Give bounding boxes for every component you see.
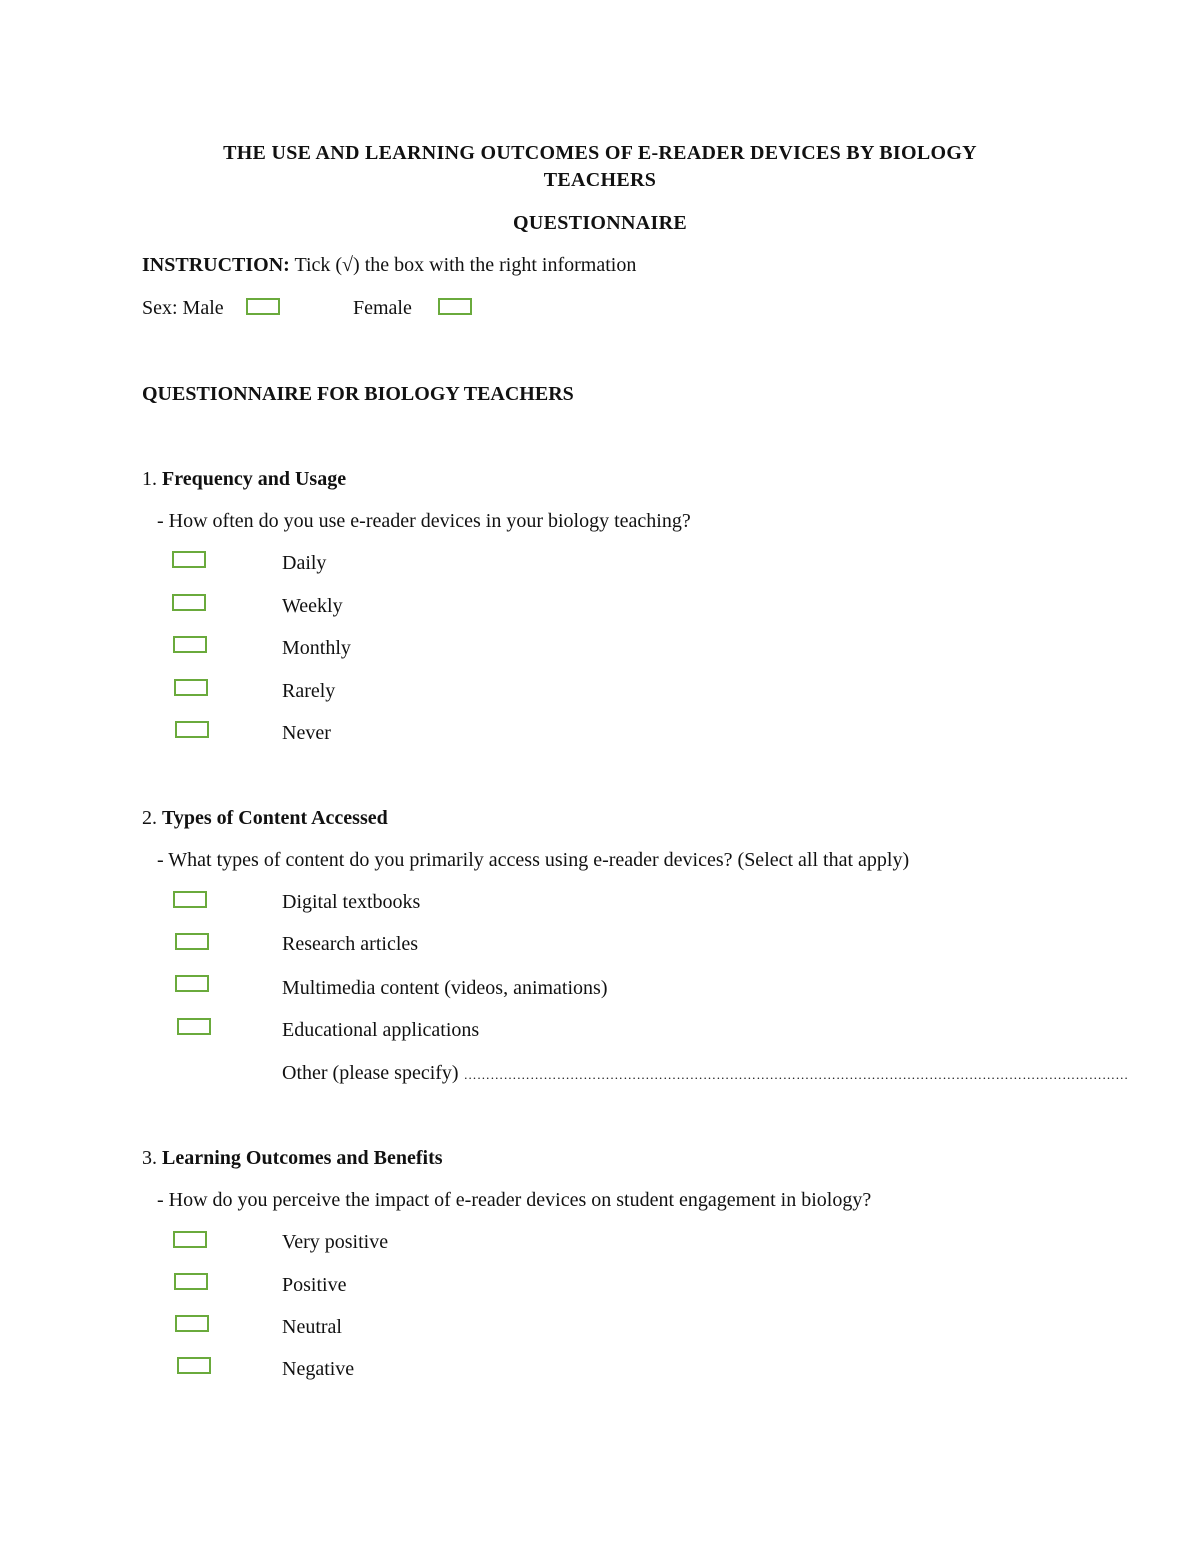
option-label-positive: Positive [282, 1274, 347, 1296]
question-1-prompt: - How often do you use e-reader devices in your biology teaching? [157, 510, 691, 532]
sex-female-label: Female [353, 297, 412, 319]
male-checkbox[interactable] [246, 298, 280, 315]
option-label-monthly: Monthly [282, 637, 351, 659]
question-2-prompt: - What types of content do you primarily access using e-reader devices? (Select all that apply) [157, 849, 910, 871]
question-number: 3. [142, 1147, 162, 1169]
option-label-never: Never [282, 722, 331, 744]
option-label-rarely: Rarely [282, 680, 336, 702]
option-label-research-articles: Research articles [282, 933, 419, 955]
option-checkbox-multimedia-content[interactable] [175, 975, 209, 992]
document-subtitle: QUESTIONNAIRE [513, 212, 687, 234]
option-label-neutral: Neutral [282, 1316, 342, 1338]
section-heading: QUESTIONNAIRE FOR BIOLOGY TEACHERS [142, 383, 574, 405]
question-2-heading [142, 807, 388, 830]
option-label-weekly: Weekly [282, 595, 343, 617]
other-specify-field[interactable]: …………………………………………………………………………………………………………………………………… [463, 1067, 1129, 1082]
document-title-line-2: TEACHERS [543, 169, 657, 191]
option-checkbox-rarely[interactable] [174, 679, 208, 696]
option-checkbox-research-articles[interactable] [175, 933, 209, 950]
option-label-educational-applications: Educational applications [282, 1019, 480, 1041]
option-label-digital-textbooks: Digital textbooks [282, 891, 421, 913]
option-checkbox-daily[interactable] [172, 551, 206, 568]
option-label-very-positive: Very positive [282, 1231, 389, 1253]
option-checkbox-digital-textbooks[interactable] [173, 891, 207, 908]
option-checkbox-educational-applications[interactable] [177, 1018, 211, 1035]
other-specify-label: Other (please specify) [282, 1062, 459, 1084]
document-title-line-1: THE USE AND LEARNING OUTCOMES OF E-READER DEVICES BY BIOLOGY [223, 142, 977, 164]
option-checkbox-negative[interactable] [177, 1357, 211, 1374]
option-checkbox-positive[interactable] [174, 1273, 208, 1290]
question-3-prompt: - How do you perceive the impact of e-reader devices on student engagement in biology? [157, 1189, 872, 1211]
instruction-label: INSTRUCTION: [142, 254, 290, 276]
question-number: 2. [142, 807, 162, 829]
question-number: 1. [142, 468, 162, 490]
question-title: Frequency and Usage [162, 468, 347, 490]
option-checkbox-monthly[interactable] [173, 636, 207, 653]
instruction-line [142, 254, 636, 277]
option-checkbox-weekly[interactable] [172, 594, 206, 611]
option-checkbox-very-positive[interactable] [173, 1231, 207, 1248]
option-checkbox-never[interactable] [175, 721, 209, 738]
question-title: Types of Content Accessed [162, 807, 388, 829]
sex-male-label: Sex: Male [142, 297, 224, 319]
option-label-multimedia-content: Multimedia content (videos, animations) [282, 977, 608, 999]
instruction-text: Tick (√) the box with the right information [289, 254, 637, 276]
female-checkbox[interactable] [438, 298, 472, 315]
question-title: Learning Outcomes and Benefits [162, 1147, 443, 1169]
option-checkbox-neutral[interactable] [175, 1315, 209, 1332]
option-label-daily: Daily [282, 552, 327, 574]
question-1-heading [142, 468, 346, 491]
question-3-heading [142, 1147, 443, 1170]
option-label-negative: Negative [282, 1358, 355, 1380]
other-specify-line [282, 1062, 1129, 1085]
